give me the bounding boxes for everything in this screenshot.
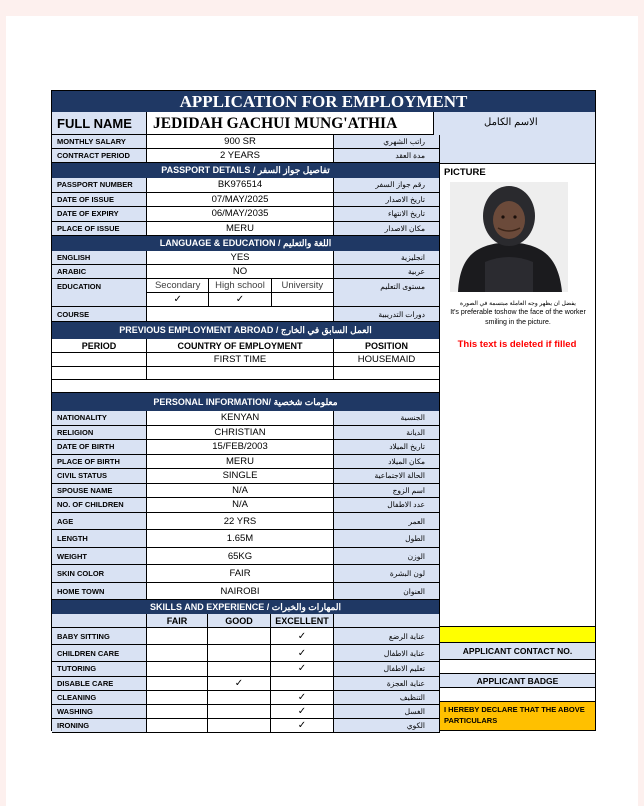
baby-sitting-label: BABY SITTING bbox=[52, 628, 147, 645]
skills-column-3: EXCELLENT bbox=[271, 614, 334, 628]
civil-status-label: CIVIL STATUS bbox=[52, 469, 147, 484]
education-level-2: High school bbox=[209, 279, 271, 293]
spouse-name-value: N/A bbox=[147, 484, 334, 499]
date-of-issue-value: 07/MAY/2025 bbox=[147, 193, 334, 208]
washing-label: WASHING bbox=[52, 705, 147, 719]
tutoring-check-3: ✓ bbox=[271, 662, 334, 677]
previous-row-2-cell-3 bbox=[334, 367, 440, 381]
children-care-check-1 bbox=[147, 645, 208, 662]
skills-column-2: GOOD bbox=[208, 614, 271, 628]
course-arabic: دورات التدريبية bbox=[334, 307, 440, 322]
education-arabic: مستوى التعليم bbox=[334, 279, 440, 307]
date-of-issue-label: DATE OF ISSUE bbox=[52, 193, 147, 208]
english-label: ENGLISH bbox=[52, 251, 147, 265]
skills-column-1: FAIR bbox=[147, 614, 208, 628]
skills-section-header: SKILLS AND EXPERIENCE / المهارات والخبرات bbox=[52, 600, 440, 614]
length-value: 1.65M bbox=[147, 530, 334, 548]
length-label: LENGTH bbox=[52, 530, 147, 548]
personal-info-header: PERSONAL INFORMATION/ معلومات شخصية bbox=[52, 393, 440, 411]
cleaning-label: CLEANING bbox=[52, 691, 147, 705]
education-label: EDUCATION bbox=[52, 279, 147, 307]
language-section-header: LANGUAGE & EDUCATION / اللغة والتعليم bbox=[52, 236, 440, 251]
ironing-check-3: ✓ bbox=[271, 719, 334, 733]
english-arabic: انجليزية bbox=[334, 251, 440, 265]
arabic-language-label: ARABIC bbox=[52, 265, 147, 279]
date-of-issue-arabic: تاريخ الاصدار bbox=[334, 193, 440, 208]
baby-sitting-check-2 bbox=[208, 628, 271, 645]
previous-column-2: COUNTRY OF EMPLOYMENT bbox=[147, 339, 334, 353]
washing-check-1 bbox=[147, 705, 208, 719]
previous-column-1: PERIOD bbox=[52, 339, 147, 353]
previous-spacer-row bbox=[52, 380, 440, 393]
passport-number-arabic: رقم جواز السفر bbox=[334, 178, 440, 193]
skin-color-arabic: لون البشرة bbox=[334, 565, 440, 583]
full-name-value: JEDIDAH GACHUI MUNG'ATHIA bbox=[147, 112, 434, 135]
nationality-value: KENYAN bbox=[147, 411, 334, 426]
form-title: APPLICATION FOR EMPLOYMENT bbox=[52, 91, 595, 112]
civil-status-arabic: الحالة الاجتماعية bbox=[334, 469, 440, 484]
previous-row-1-cell-2: FIRST TIME bbox=[147, 353, 334, 367]
religion-arabic: الديانة bbox=[334, 426, 440, 441]
photo-arabic-note: يفضل ان يظهر وجه العاملة مبتسمة في الصورة bbox=[460, 301, 576, 307]
nationality-arabic: الجنسية bbox=[334, 411, 440, 426]
contact-input-highlight bbox=[440, 626, 595, 643]
sidebar-blank bbox=[440, 135, 595, 164]
passport-number-label: PASSPORT NUMBER bbox=[52, 178, 147, 193]
baby-sitting-check-3: ✓ bbox=[271, 628, 334, 645]
tutoring-check-1 bbox=[147, 662, 208, 677]
cleaning-check-2 bbox=[208, 691, 271, 705]
tutoring-check-2 bbox=[208, 662, 271, 677]
contract-period-label: CONTRACT PERIOD bbox=[52, 149, 147, 163]
baby-sitting-arabic: عناية الرضع bbox=[334, 628, 440, 645]
length-arabic: الطول bbox=[334, 530, 440, 548]
date-of-expiry-label: DATE OF EXPIRY bbox=[52, 207, 147, 222]
place-of-birth-arabic: مكان الميلاد bbox=[334, 455, 440, 470]
children-care-check-2 bbox=[208, 645, 271, 662]
age-label: AGE bbox=[52, 513, 147, 530]
date-of-birth-arabic: تاريخ الميلاد bbox=[334, 440, 440, 455]
previous-employment-header: PREVIOUS EMPLOYMENT ABROAD / العمل السابق في الخارج bbox=[52, 322, 440, 339]
date-of-birth-label: DATE OF BIRTH bbox=[52, 440, 147, 455]
previous-row-1-cell-3: HOUSEMAID bbox=[334, 353, 440, 367]
page bbox=[6, 16, 638, 806]
arabic-language-arabic: عربية bbox=[334, 265, 440, 279]
spouse-name-arabic: اسم الزوج bbox=[334, 484, 440, 499]
education-check-1: ✓ bbox=[147, 293, 209, 307]
washing-arabic: الغسل bbox=[334, 705, 440, 719]
contact-value-row bbox=[440, 660, 595, 674]
place-of-issue-label: PLACE OF ISSUE bbox=[52, 222, 147, 237]
children-care-arabic: عناية الاطفال bbox=[334, 645, 440, 662]
nationality-label: NATIONALITY bbox=[52, 411, 147, 426]
no-of-children-label: NO. OF CHILDREN bbox=[52, 498, 147, 513]
disable-care-check-2: ✓ bbox=[208, 677, 271, 692]
contract-period-arabic: مدة العقد bbox=[334, 149, 440, 163]
picture-label: PICTURE bbox=[444, 167, 486, 178]
full-name-label: FULL NAME bbox=[52, 112, 147, 135]
baby-sitting-check-1 bbox=[147, 628, 208, 645]
tutoring-arabic: تعليم الاطفال bbox=[334, 662, 440, 677]
disable-care-arabic: عناية العجزة bbox=[334, 677, 440, 692]
disable-care-check-1 bbox=[147, 677, 208, 692]
weight-label: WEIGHT bbox=[52, 548, 147, 566]
course-label: COURSE bbox=[52, 307, 147, 322]
place-of-issue-arabic: مكان الاصدار bbox=[334, 222, 440, 237]
monthly-salary-label: MONTHLY SALARY bbox=[52, 135, 147, 149]
age-arabic: العمر bbox=[334, 513, 440, 530]
skin-color-value: FAIR bbox=[147, 565, 334, 583]
passport-section-header: PASSPORT DETAILS / تفاصيل جواز السفر bbox=[52, 163, 440, 178]
contract-period-value: 2 YEARS bbox=[147, 149, 334, 163]
declaration-box: I HEREBY DECLARE THAT THE ABOVE PARTICULARS bbox=[440, 702, 595, 730]
previous-row-2-cell-2 bbox=[147, 367, 334, 381]
ironing-arabic: الكوي bbox=[334, 719, 440, 733]
education-check-2: ✓ bbox=[209, 293, 271, 307]
previous-column-3: POSITION bbox=[334, 339, 440, 353]
passport-number-value: BK976514 bbox=[147, 178, 334, 193]
course-value bbox=[147, 307, 334, 322]
monthly-salary-value: 900 SR bbox=[147, 135, 334, 149]
skills-blank-corner bbox=[52, 614, 147, 628]
applicant-photo bbox=[450, 182, 568, 292]
english-value: YES bbox=[147, 251, 334, 265]
washing-check-2 bbox=[208, 705, 271, 719]
home-town-arabic: العنوان bbox=[334, 583, 440, 601]
disable-care-label: DISABLE CARE bbox=[52, 677, 147, 692]
deleted-note: This text is deleted if filled bbox=[457, 339, 577, 350]
religion-value: CHRISTIAN bbox=[147, 426, 334, 441]
skills-blank-arabic bbox=[334, 614, 440, 628]
applicant-badge-label: APPLICANT BADGE bbox=[440, 674, 595, 688]
home-town-label: HOME TOWN bbox=[52, 583, 147, 601]
civil-status-value: SINGLE bbox=[147, 469, 334, 484]
age-value: 22 YRS bbox=[147, 513, 334, 530]
arabic-language-value: NO bbox=[147, 265, 334, 279]
washing-check-3: ✓ bbox=[271, 705, 334, 719]
cleaning-arabic: التنظيف bbox=[334, 691, 440, 705]
applicant-contact-label: APPLICANT CONTACT NO. bbox=[440, 643, 595, 660]
ironing-check-2 bbox=[208, 719, 271, 733]
place-of-birth-label: PLACE OF BIRTH bbox=[52, 455, 147, 470]
cleaning-check-3: ✓ bbox=[271, 691, 334, 705]
date-of-birth-value: 15/FEB/2003 bbox=[147, 440, 334, 455]
no-of-children-arabic: عدد الاطفال bbox=[334, 498, 440, 513]
full-name-arabic: الاسم الكامل bbox=[434, 112, 595, 164]
weight-arabic: الوزن bbox=[334, 548, 440, 566]
disable-care-check-3 bbox=[271, 677, 334, 692]
home-town-value: NAIROBI bbox=[147, 583, 334, 601]
previous-row-1-cell-1 bbox=[52, 353, 147, 367]
skin-color-label: SKIN COLOR bbox=[52, 565, 147, 583]
place-of-issue-value: MERU bbox=[147, 222, 334, 237]
date-of-expiry-arabic: تاريخ الانتهاء bbox=[334, 207, 440, 222]
photo-note: It's preferable toshow the face of the worker smiling in the picture. bbox=[450, 309, 586, 326]
ironing-check-1 bbox=[147, 719, 208, 733]
monthly-salary-arabic: راتب الشهري bbox=[334, 135, 440, 149]
education-check-3 bbox=[272, 293, 334, 307]
cleaning-check-1 bbox=[147, 691, 208, 705]
no-of-children-value: N/A bbox=[147, 498, 334, 513]
spouse-name-label: SPOUSE NAME bbox=[52, 484, 147, 499]
education-level-1: Secondary bbox=[147, 279, 209, 293]
weight-value: 65KG bbox=[147, 548, 334, 566]
education-level-3: University bbox=[272, 279, 334, 293]
religion-label: RELIGION bbox=[52, 426, 147, 441]
children-care-check-3: ✓ bbox=[271, 645, 334, 662]
application-form bbox=[51, 90, 596, 731]
previous-row-2-cell-1 bbox=[52, 367, 147, 381]
children-care-label: CHILDREN CARE bbox=[52, 645, 147, 662]
badge-value-row bbox=[440, 688, 595, 702]
place-of-birth-value: MERU bbox=[147, 455, 334, 470]
date-of-expiry-value: 06/MAY/2035 bbox=[147, 207, 334, 222]
ironing-label: IRONING bbox=[52, 719, 147, 733]
tutoring-label: TUTORING bbox=[52, 662, 147, 677]
